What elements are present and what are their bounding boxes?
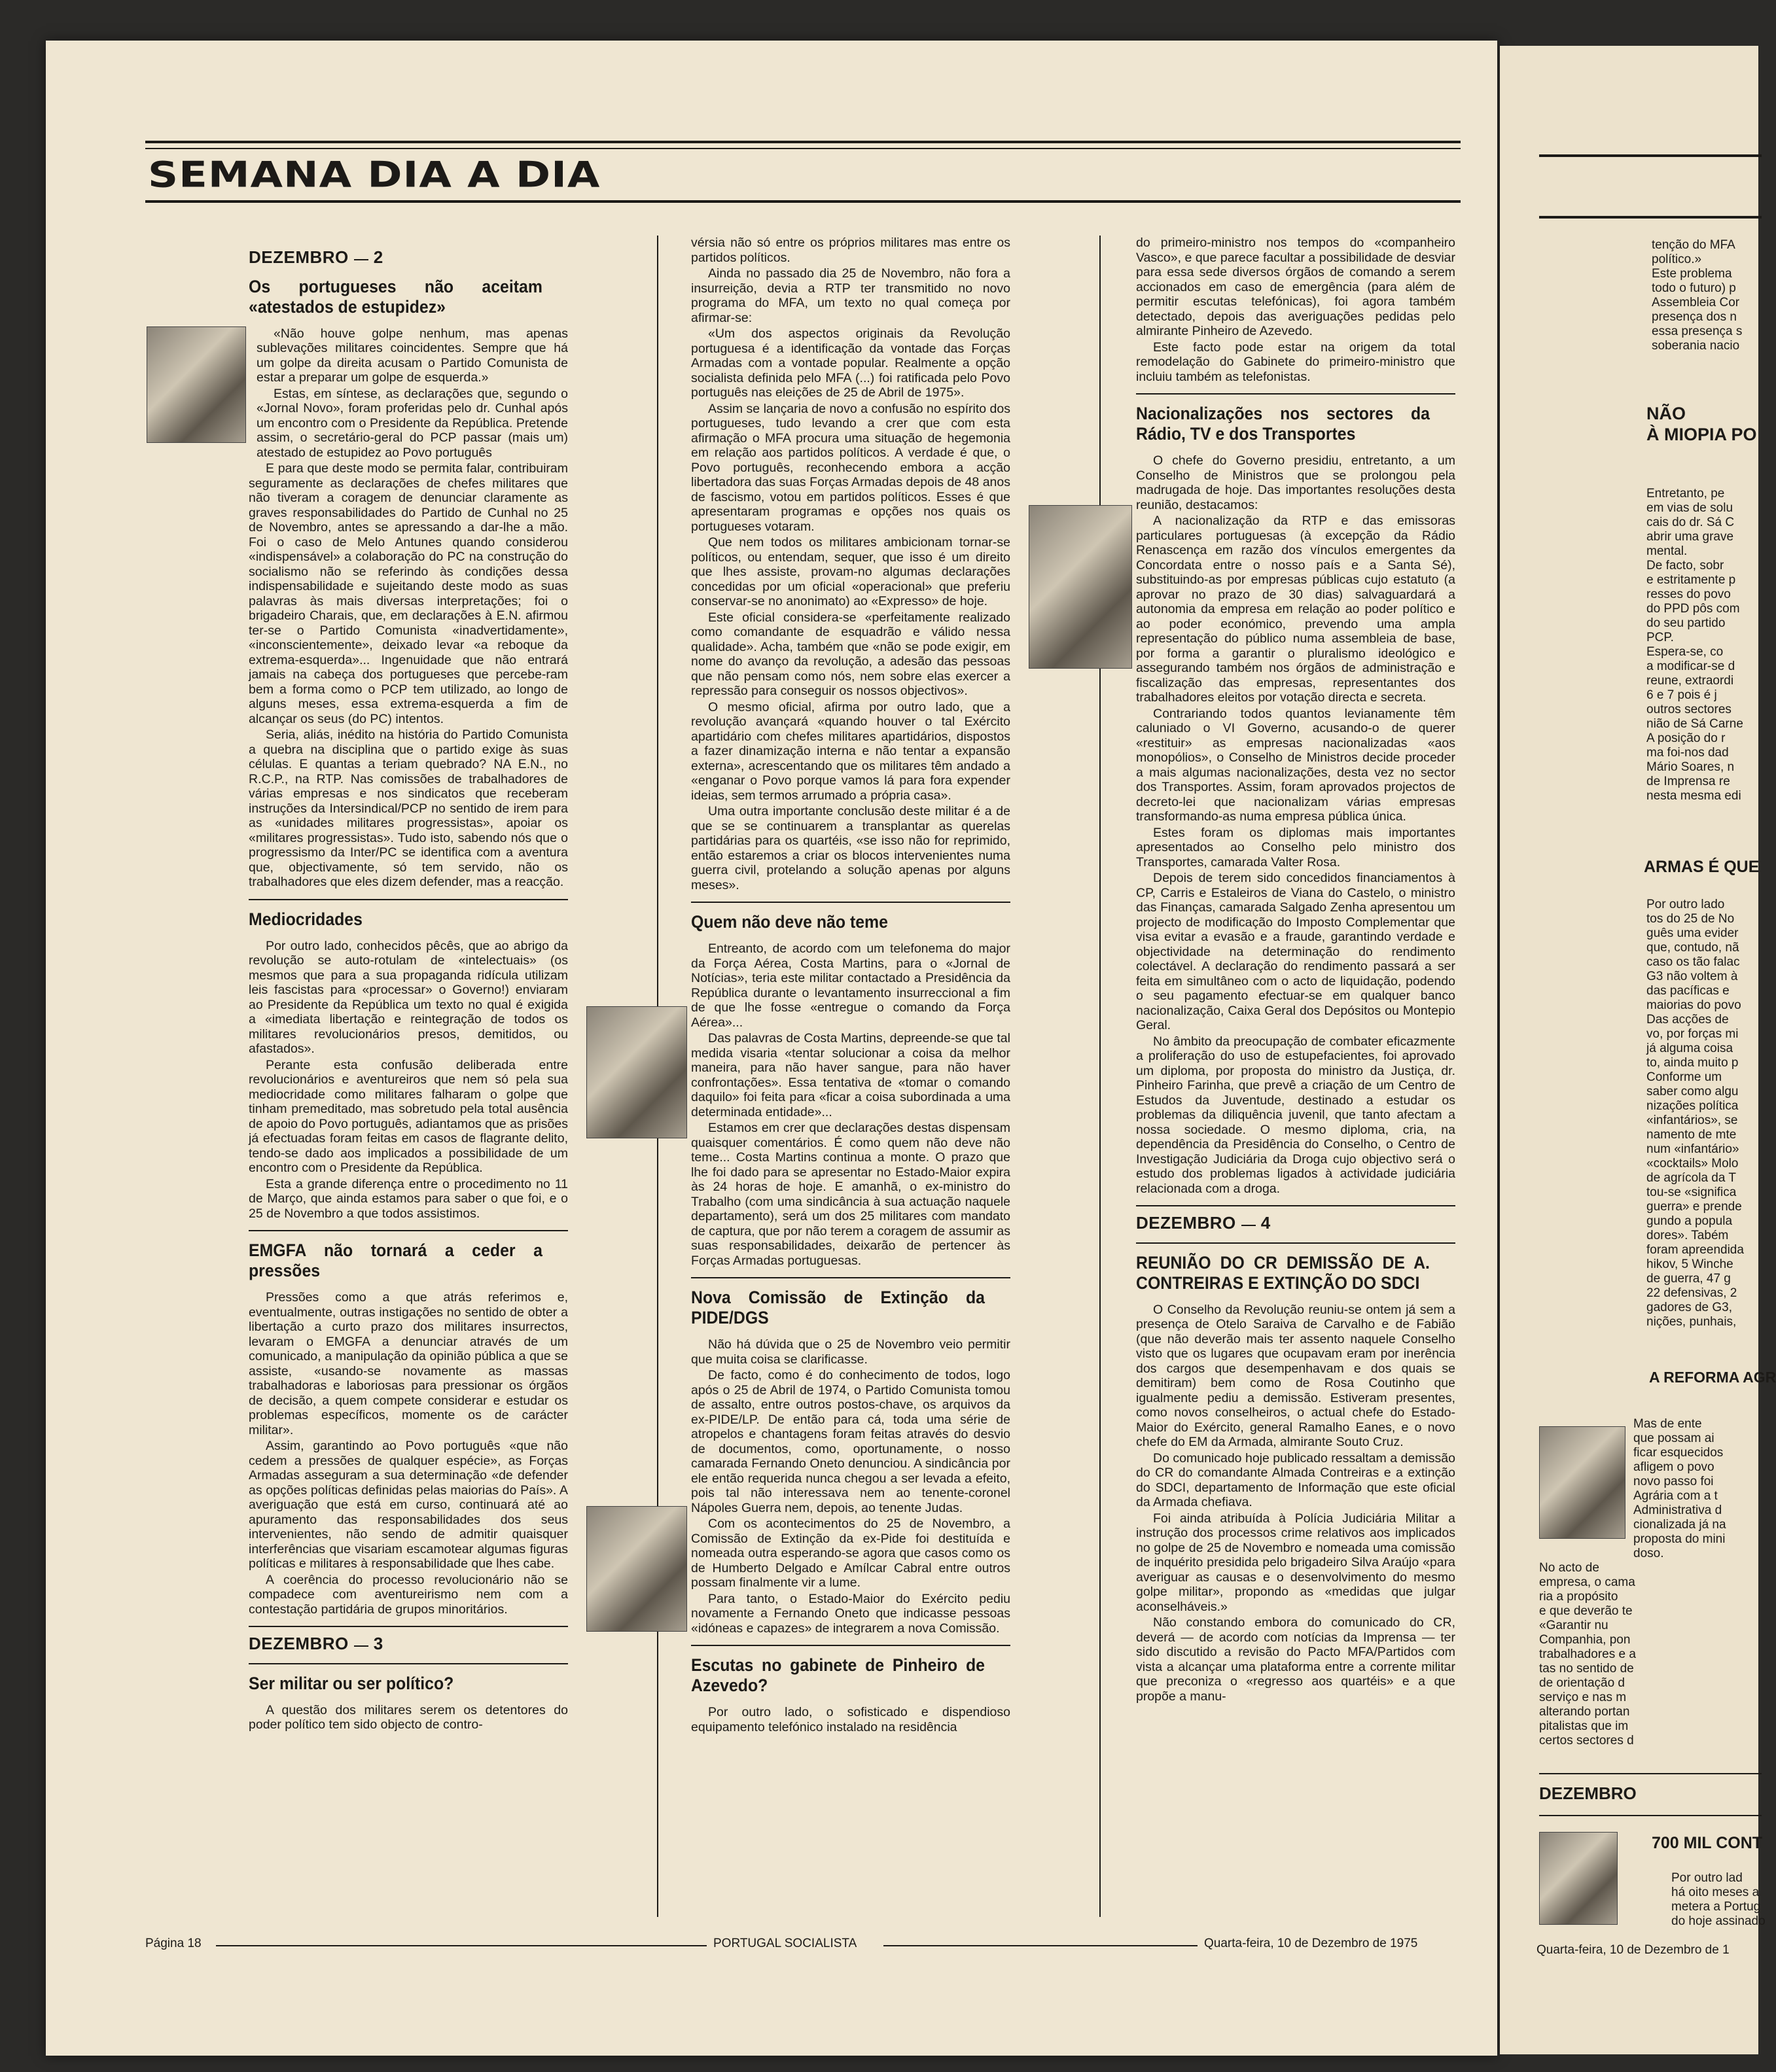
paragraph: A coerência do processo revolucionário não se compadece com aventureirismo nem com a contestação partidária de grupos minoritários.	[249, 1572, 568, 1617]
article-separator	[249, 899, 568, 900]
date-heading-4: DEZEMBRO 4	[1136, 1213, 1271, 1233]
paragraph: Seria, aliás, inédito na história do Partido Comunista a quebra na disciplina que o partido exige às suas células. E quantas a teriam quebrado? NA E.N., no R.C.P., na RTP. Nas comissões de trabalhadores de várias empresas e nos sindicatos que receberam instruções da Intersindical/PCP no sentido de irem para as «unidades militares progressistas», apoiar os «militares progressistas». Tudo isto, sabendo nós que o progressismo da Inter/PC se identifica com a aventura que, objectivamente, só tem servido, não os trabalhadores que eles dizem defender, mas a reacção.	[249, 728, 568, 889]
adjacent-text-block: No acto de empresa, o cama ria a propósito e que deverão te «Garantir nu Companhia, pon trabalhadores e a tas no sentido de de orientação d serviço e nas m alterando portan pitalistas que im certos sectores d	[1539, 1561, 1636, 1747]
adjacent-headline-armas: ARMAS É QUE	[1644, 858, 1760, 876]
paragraph: Do comunicado hoje publicado ressaltam a demissão do CR do comandante Almada Contreiras e a extinção do SDCI, departamento de Informação que este oficial da Armada chefiava.	[1136, 1450, 1455, 1509]
top-rule-thin	[145, 148, 1461, 149]
adjacent-separator	[1539, 1815, 1762, 1816]
article-separator	[1136, 1205, 1455, 1206]
adjacent-text-block: Mas de ente que possam ai ficar esquecidos afligem o povo novo passo foi Agrária com a t Administrativa d cionalizada já na proposta do mini doso.	[1633, 1417, 1726, 1560]
street-photo	[586, 1506, 687, 1632]
adjacent-separator	[1539, 1773, 1762, 1774]
paragraph: No âmbito da preocupação de combater eficazmente a proliferação do uso de estupefacientes, foi aprovado um diploma, por proposta do ministro da Justiça, dr. Pinheiro Farinha, que prevê a criação de um Centro de Estudos da Juventude, destinado a estudar os problemas da diliquência juvenil, que tanto afectam a nossa sociedade. O mesmo diploma, cria, na dependência da Presidência do Conselho, o Centro de Investigação Judiciária da Droga cujo objectivo será o estudo dos problemas ligados à actividade judiciária relacionada com a droga.	[1136, 1034, 1455, 1196]
paragraph: Uma outra importante conclusão deste militar é a de que se se continuarem a transplantar as querelas partidárias para os quartéis, «se isso não for reprimido, então estaremos a criar os blocos intervenientes numa guerra civil, protelando a solução apenas por alguns meses».	[691, 804, 1010, 892]
paragraph: Para tanto, o Estado-Maior do Exército pediu novamente a Fernando Oneto que indicasse pessoas «idóneas e capazes» de integrarem a nova Comissão.	[691, 1591, 1010, 1636]
headline-ser-militar: Ser militar ou ser político?	[249, 1673, 454, 1693]
headline-atestados: Os portugueses não aceitam «atestados de estupidez»	[249, 276, 542, 317]
paragraph: Estas, em síntese, as declarações que, segundo o «Jornal Novo», foram proferidas pelo dr. Cunhal após um encontro com o Presidente da República. Pretende assim, o secretário-geral do PCP passar (mais um) atestado de estupidez ao Povo português	[257, 386, 568, 460]
headline-nacionalizacoes: Nacionalizações nos sectores da Rádio, TV e dos Transportes	[1136, 404, 1430, 444]
paragraph: Este oficial considera-se «perfeitamente realizado como comandante de esquadrão e válido nessa qualidade». Acha, também que «não se pode exigir, em nome do avanço da revolução, a adesão das pessoas que não pensam como nós, nem sobre elas exercer a repressão para conseguir os nossos objectivos».	[691, 610, 1010, 698]
column-1	[249, 247, 568, 1734]
paragraph: Depois de terem sido concedidos financiamentos à CP, Carris e Estaleiros de Viana do Castelo, o ministro das Finanças, camarada Salgado Zenha apresentou um projecto de modificação do Imposto Complementar que visa evitar a evasão e a fraude, garantindo verdade e objectividade na determinação do rendimento colectável. A declaração do rendimento passará a ser feita em simultâneo com o acto de liquidação, podendo o seu pagamento efectuar-se em qualquer banco nacionalização, Caixa Geral dos Depósitos ou Montepio Geral.	[1136, 871, 1455, 1032]
paragraph: Não constando embora do comunicado do CR, deverá — de acordo com notícias da Imprensa — ter sido discutido a revisão do Pacto MFA/Partidos com vista a alcançar uma plataforma entre a corrente militar que preconiza o «regresso aos quartéis» e a que propõe a manu-	[1136, 1615, 1455, 1704]
article-separator	[1136, 393, 1455, 395]
footer-date: Quarta-feira, 10 de Dezembro de 1975	[1204, 1937, 1418, 1950]
paragraph: Estes foram os diplomas mais importantes apresentados ao Conselho pelo ministro dos Transportes, camarada Valter Rosa.	[1136, 825, 1455, 869]
paragraph: Por outro lado, o sofisticado e dispendioso equipamento telefónico instalado na residência	[691, 1705, 1010, 1734]
headline-mediocridades: Mediocridades	[249, 909, 363, 929]
paragraph: «Não houve golpe nenhum, mas apenas sublevações militares coincidentes. Sempre que há um golpe da direita acusam o Partido Comunista de estar a preparar um golpe de esquerda.»	[257, 326, 568, 385]
adjacent-portrait-photo	[1539, 1426, 1625, 1539]
paragraph: Das palavras de Costa Martins, depreende-se que tal medida visaria «tentar solucionar a coisa da melhor maneira, para não haver sangue, para não haver confrontações». Essa tentativa de «tomar o comando daquilo» foi feita para «ficar a coisa subordinada a uma determinada entidade»...	[691, 1031, 1010, 1119]
paragraph: Pressões como a que atrás referimos e, eventualmente, outras instigações no sentido de obter a libertação a curto prazo dos militares insurrectos, levaram o EMGFA a denunciar através de um comunicado, a manipulação da opinião pública a que se assiste, «usando-se novamente as massas trabalhadoras e laboriosas para pressionar os órgãos de decisão, a quem compete considerar e estudar os problemas específicos, momente os de carácter militar».	[249, 1290, 568, 1437]
article-separator	[1136, 1242, 1455, 1244]
paragraph: Entreanto, de acordo com um telefonema do major da Força Aérea, Costa Martins, para o «Jornal de Notícias», teria este militar contactado a Presidência da República durante o levantamento insurreccional a fim de que lhe fosse «entregue o comando da Força Aérea»...	[691, 941, 1010, 1030]
adjacent-text-block: Entretanto, pe em vias de solu cais do dr. Sá C abrir uma grave mental. De facto, sobr e estritamente p resses do povo do PPD pôs com do seu partido PCP. Espera-se, co a modificar-se d reune, extraordi 6 e 7 pois é j outros sectores nião de Sá Carne A posição do r ma foi-nos dad Mário Soares, n de Imprensa re nesta mesma edi	[1646, 487, 1743, 803]
paragraph: Assim se lançaria de novo a confusão no espírito dos portugueses, tudo levando a crer que com esta afirmação o MFA procura uma situação de hegemonia em relação aos partidos políticos. A verdade é que, o Povo português, reconhecendo embora a acção libertadora das suas Forças Armadas depois de 48 anos de fascismo, votou em partidos políticos. Esses é que apresentaram programas e opções nos quais os portugueses votaram.	[691, 401, 1010, 534]
date-heading-2: DEZEMBRO 2	[249, 247, 383, 267]
paragraph: Perante esta confusão deliberada entre revolucionários e aventureiros que nem só pela sua mediocridade como militares falharam o golpe que tinham premeditado, mas sobretudo pela total ausência de apoio do Povo português, adiantamos que as prisões já efectuadas foram feitas em casos de flagrante delito, tendo-se dado aos implicados a possibilidade de um encontro com o Presidente da República.	[249, 1057, 568, 1175]
paragraph: De facto, como é do conhecimento de todos, logo após o 25 de Abril de 1974, o Partido Comunista tomou de assalto, entre outros postos-chave, os arquivos da ex-PIDE/LP. De então para cá, toda uma série de atropelos e chantagens foram feitas através do desvio de documentos, como, oportunamente, o nosso camarada Fernando Oneto denunciou. A sindicância por ele então requerida nunca chegou a ser levada a efeito, pois tal não interessava nem ao tenente-coronel Nápoles Guerra nem, depois, ao tenente Judas.	[691, 1368, 1010, 1515]
article-separator	[691, 1645, 1010, 1646]
group-photo	[1029, 505, 1132, 669]
paragraph: Estamos em crer que declarações destas dispensam quaisquer comentários. É como quem não deve não teme... Costa Martins continua a monte. O prazo que lhe foi dado para se apresentar no Estado-Maior expira às 24 horas de hoje. E amanhã, o ex-ministro do Trabalho (com uma sindicância à sua actuação naquele departamento), será um dos 25 militares com mandato de captura, que por não terem a coragem de assumir as suas responsabilidades, deixarão de pertencer às Forças Armadas portuguesas.	[691, 1121, 1010, 1268]
top-rule	[1539, 154, 1762, 157]
paragraph: Este facto pode estar na origem da total remodelação do Gabinete do primeiro-ministro que incluiu também as telefonistas.	[1136, 340, 1455, 384]
headline-quem-nao-deve: Quem não deve não teme	[691, 912, 888, 932]
footer-rule	[216, 1945, 707, 1946]
headline-reuniao-cr: REUNIÃO DO CR DEMISSÃO DE A. CONTREIRAS E EXTINÇÃO DO SDCI	[1136, 1252, 1430, 1293]
article-separator	[249, 1626, 568, 1627]
column-3	[1136, 236, 1455, 1705]
top-rule	[145, 141, 1461, 143]
paragraph: O mesmo oficial, afirma por outro lado, que a revolução avançará «quando houver o tal Exército apartidário com chefes militares apartidários, dispostos a fazer dinamização interna e não tentar a expansão externa», acrescentando que os militares têm andado a «enganar o Povo porque vamos lá para fora expender ideias, sem termos arrumado a própria casa».	[691, 699, 1010, 803]
paragraph: O chefe do Governo presidiu, entretanto, a um Conselho de Ministros que se prolongou pela madrugada de hoje. Das importantes resoluções desta reunião, destacamos:	[1136, 453, 1455, 512]
headline-comissao-pide: Nova Comissão de Extinção da PIDE/DGS	[691, 1288, 985, 1327]
date-heading-3: DEZEMBRO 3	[249, 1634, 383, 1653]
paragraph: O Conselho da Revolução reuniu-se ontem já sem a presença de Otelo Saraiva de Carvalho e de Fabião (que não deverão mais ter assento naquele Conselho visto que os lugares que ocupavam eram por inerência dos cargos que desempenhavam e dos quais se demitiram) bem como de Rosa Coutinho que igualmente pediu a demissão. Estiveram presentes, como novos conselheiros, o actual chefe do Estado-Maior do Exército, general Ramalho Eanes, e o novo chefe do EM da Armada, almirante Souto Cruz.	[1136, 1302, 1455, 1449]
adjacent-text-block: tenção do MFA político.» Este problema todo o futuro) p Assembleia Cor presença dos n essa presença s soberania nacio	[1652, 238, 1743, 353]
article-separator	[249, 1663, 568, 1664]
adjacent-text-block: Por outro lad há oito meses a metera a Portug do hoje assinado	[1671, 1871, 1766, 1928]
paragraph: Ainda no passado dia 25 de Novembro, não fora a insurreição, devia a RTP ter transmitido no novo programa do MFA, um texto no qual começa por afirmar-se:	[691, 266, 1010, 325]
paragraph: Assim, garantindo ao Povo português «que não cedem a pressões de qualquer espécie», as Forças Armadas asseguram a sua determinação «de defender as opções políticas definidas pelas maiorias do País». A averiguação que está em curso, continuará até ao apuramento das responsabilidades dos seus intervenientes, não sendo de admitir quaisquer interferências que visariam escamotear algumas figuras políticas e militares à responsabilidade que lhes cabe.	[249, 1439, 568, 1571]
paragraph: Não há dúvida que o 25 de Novembro veio permitir que muita coisa se clarificasse.	[691, 1337, 1010, 1367]
paragraph: E para que deste modo se permita falar, contribuiram seguramente as declarações de chefes militares que não tiveram a coragem de denunciar claramente as graves responsabilidades do Partido de Cunhal no 25 de Novembro, antes se apressando a dar-lhe a mão. Foi o caso de Melo Antunes quando considerou «indispensável» a colaboração do PC na construção do socialismo não se referindo às condições dessa indispensabilidade e sujeitando deste modo as suas palavras às mais diversas interpretações; foi o brigadeiro Charais, que, em declarações à E.N. afirmou ter-se o Partido Comunista «inadvertidamente», «inconscientemente», deixado levar «a reboque da extrema-esquerda»... Ingenuidade que não entrará jamais na cabeça dos portugueses que percebe-ram bem a forma como o PCP tem utilizado, ao longo de alguns meses, essa extrema-esquerda a fim de alcançar os seus (do PC) intentos.	[249, 461, 568, 726]
paragraph: Por outro lado, conhecidos pêcês, que ao abrigo da revolução se auto-rotulam de «intelectuais» (os mesmos que para a sua propaganda ridícula utilizam leis fascistas para «processar» o Governo!) enviaram ao Presidente da República um texto no qual é exigida a «imediata libertação e reintegração de todos os militares revolucionários presos, demitidos, ou afastados».	[249, 938, 568, 1056]
masthead-rule	[145, 200, 1461, 203]
article-separator	[691, 902, 1010, 903]
portrait-photo	[147, 326, 246, 443]
article-separator	[691, 1277, 1010, 1278]
headline-emgfa: EMGFA não tornará a ceder a pressões	[249, 1240, 542, 1280]
adjacent-portrait-photo-2	[1539, 1832, 1618, 1925]
paragraph: A questão dos militares serem os detentores do poder político tem sido objecto de contro-	[249, 1702, 568, 1732]
paragraph: do primeiro-ministro nos tempos do «companheiro Vasco», e que parece facultar a possibilidade de desviar para essa sede diversos órgãos de comando a serem accionados em caso de emergência (para além de permitir escutas telefónicas), foi agora também detectado, depois das averiguações pedidas pelo almirante Pinheiro de Azevedo.	[1136, 236, 1455, 338]
top-rule	[1539, 216, 1762, 219]
article-separator	[249, 1230, 568, 1231]
footer-rule	[883, 1945, 1198, 1946]
portrait-photo-costa-martins	[586, 1006, 687, 1138]
column-2	[691, 236, 1010, 1736]
adjacent-headline-miopia: NÃO À MIOPIA PO	[1646, 404, 1757, 444]
section-masthead: SEMANA DIA A DIA	[148, 154, 601, 196]
paragraph: Esta a grande diferença entre o procedimento no 11 de Março, que ainda estamos para saber o que foi, e o 25 de Novembro a que todos assistimos.	[249, 1176, 568, 1221]
adjacent-footer-date: Quarta-feira, 10 de Dezembro de 1	[1536, 1943, 1730, 1957]
paragraph: vérsia não só entre os próprios militares mas entre os partidos políticos.	[691, 236, 1010, 265]
paragraph: Contrariando todos quantos levianamente têm caluniado o VI Governo, acusando-o de querer «restituir» as empresas nacionalizadas «aos monopólios», o Conselho de Ministros decide proceder a mais algumas nacionalizações, desta vez no sector dos Transportes. Assim, foram aprovados projectos de decreto-lei que nacionalizam várias empresas transformando-as numa empresa pública única.	[1136, 706, 1455, 824]
footer-paper-name: PORTUGAL SOCIALISTA	[713, 1937, 857, 1950]
footer-page-number: Página 18	[145, 1937, 202, 1950]
column-divider	[1099, 236, 1101, 1917]
adjacent-headline-reforma: A REFORMA AGR	[1649, 1369, 1776, 1386]
adjacent-date-heading: DEZEMBRO	[1539, 1783, 1637, 1803]
paragraph: A nacionalização da RTP e das emissoras particulares portuguesas (à excepção da Rádio Renascença em razão dos vínculos emergentes da Concordata entre o nosso país e a Santa Sé), substituindo-as por empresas públicas cujo estatuto (a aprovar no prazo de 30 dias) salvaguardará a autonomia da empresa em relação ao poder político e ao poder económico, prevendo uma ampla representação do público numa assembleia de base, por forma a garantir o pluralismo ideológico e assegurando também nos órgãos de administração e fiscalização das empresas, representantes dos trabalhadores eleitos por votação directa e secreta.	[1136, 514, 1455, 705]
paragraph: Com os acontecimentos do 25 de Novembro, a Comissão de Extinção da ex-Pide foi destituída e nomeada outra esperando-se agora que casos como os de Humberto Delgado e Amílcar Cabral entre outros possam finalmente vir a lume.	[691, 1517, 1010, 1590]
adjacent-headline-700-mil: 700 MIL CONT	[1652, 1834, 1763, 1852]
paragraph: Foi ainda atribuída à Polícia Judiciária Militar a instrução dos processos crime relativos aos implicados no golpe de 25 de Novembro e nomeada uma comissão de inquérito presidida pelo brigadeiro Silva Araújo «para averiguar as causas e o desenvolvimento do mesmo golpe militar», propondo as «medidas que julgar aconselháveis.»	[1136, 1511, 1455, 1614]
paragraph: Que nem todos os militares ambicionam tornar-se políticos, ou entendam, sequer, que isso é um direito que lhes assiste, provam-no algumas declarações concedidas por um oficial «operacional» que preferiu conservar-se no anonimato) ao «Expresso» de hoje.	[691, 535, 1010, 608]
adjacent-text-block: Por outro lado tos do 25 de No guês uma evider que, contudo, nã caso os tão falac G3 não voltem à das pacíficas e maiorias do povo Das acções de vo, por forças mi já alguma coisa to, ainda muito p Conforme um saber como algu nizações política «infantários», se namento de mte num «infantário» «cocktails» Molo de agrícola da T tou-se «significa guerra» e prende gundo a popula dores». Tabém foram apreendida hikov, 5 Winche de guerra, 47 g 22 defensivas, 2 gadores de G3, nições, punhais,	[1646, 898, 1744, 1329]
headline-escutas: Escutas no gabinete de Pinheiro de Azevedo?	[691, 1655, 985, 1695]
paragraph: «Um dos aspectos originais da Revolução portuguesa é a identificação da vontade das Forças Armadas com a vontade popular. Realmente a opção socialista definida pelo MFA (...) foi ratificada pelo Povo português nas eleições de 25 de Abril de 1975».	[691, 326, 1010, 400]
